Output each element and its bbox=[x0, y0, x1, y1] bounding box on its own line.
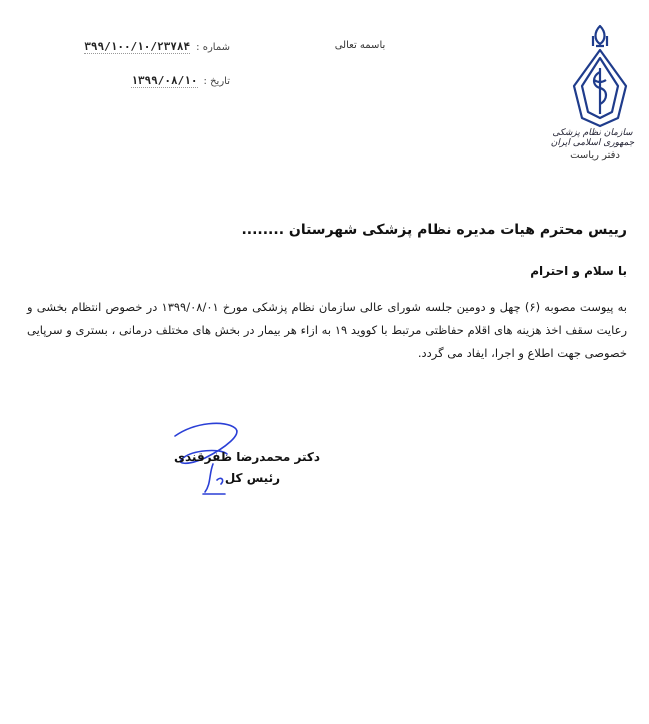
letter-date-label: تاریخ : bbox=[203, 76, 230, 87]
bismillah-heading: باسمه تعالی bbox=[334, 40, 386, 51]
letter-addressee: رییس محترم هیات مدیره نظام پزشکی شهرستان ........ bbox=[241, 222, 627, 238]
signer-title: رئیس کل bbox=[224, 471, 280, 485]
letter-number-row bbox=[40, 40, 230, 54]
office-label: دفتر ریاست bbox=[570, 150, 620, 161]
letter-date-row bbox=[40, 74, 230, 88]
letter-body: به پیوست مصوبه (۶) چهل و دومین جلسه شورای عالی سازمان نظام پزشکی مورخ ۱۳۹۹/۰۸/۰۱ در خصوص انتظام بخشی و رعایت سقف اخذ هزینه های اقلام حفاظتی مرتبط با کووید ۱۹ به ازاء هر بیمار در بخش های مختلف درمانی ، بستری و سرپایی خصوصی جهت اطلاع و اجرا، ایفاد می گردد. bbox=[27, 300, 628, 360]
letter-number-label: شماره : bbox=[196, 42, 230, 53]
letter-greeting: با سلام و احترام bbox=[530, 264, 627, 278]
signer-name: دکتر محمدرضا ظفرقندی bbox=[173, 450, 320, 464]
logo-caption: سازمان نظام پزشکی جمهوری اسلامی ایران bbox=[550, 128, 635, 148]
letter-date-value: ۱۳۹۹/۰۸/۱۰ bbox=[131, 74, 198, 87]
letter-number-value: ۳۹۹/۱۰۰/۱۰/۲۳۷۸۴ bbox=[84, 40, 191, 53]
